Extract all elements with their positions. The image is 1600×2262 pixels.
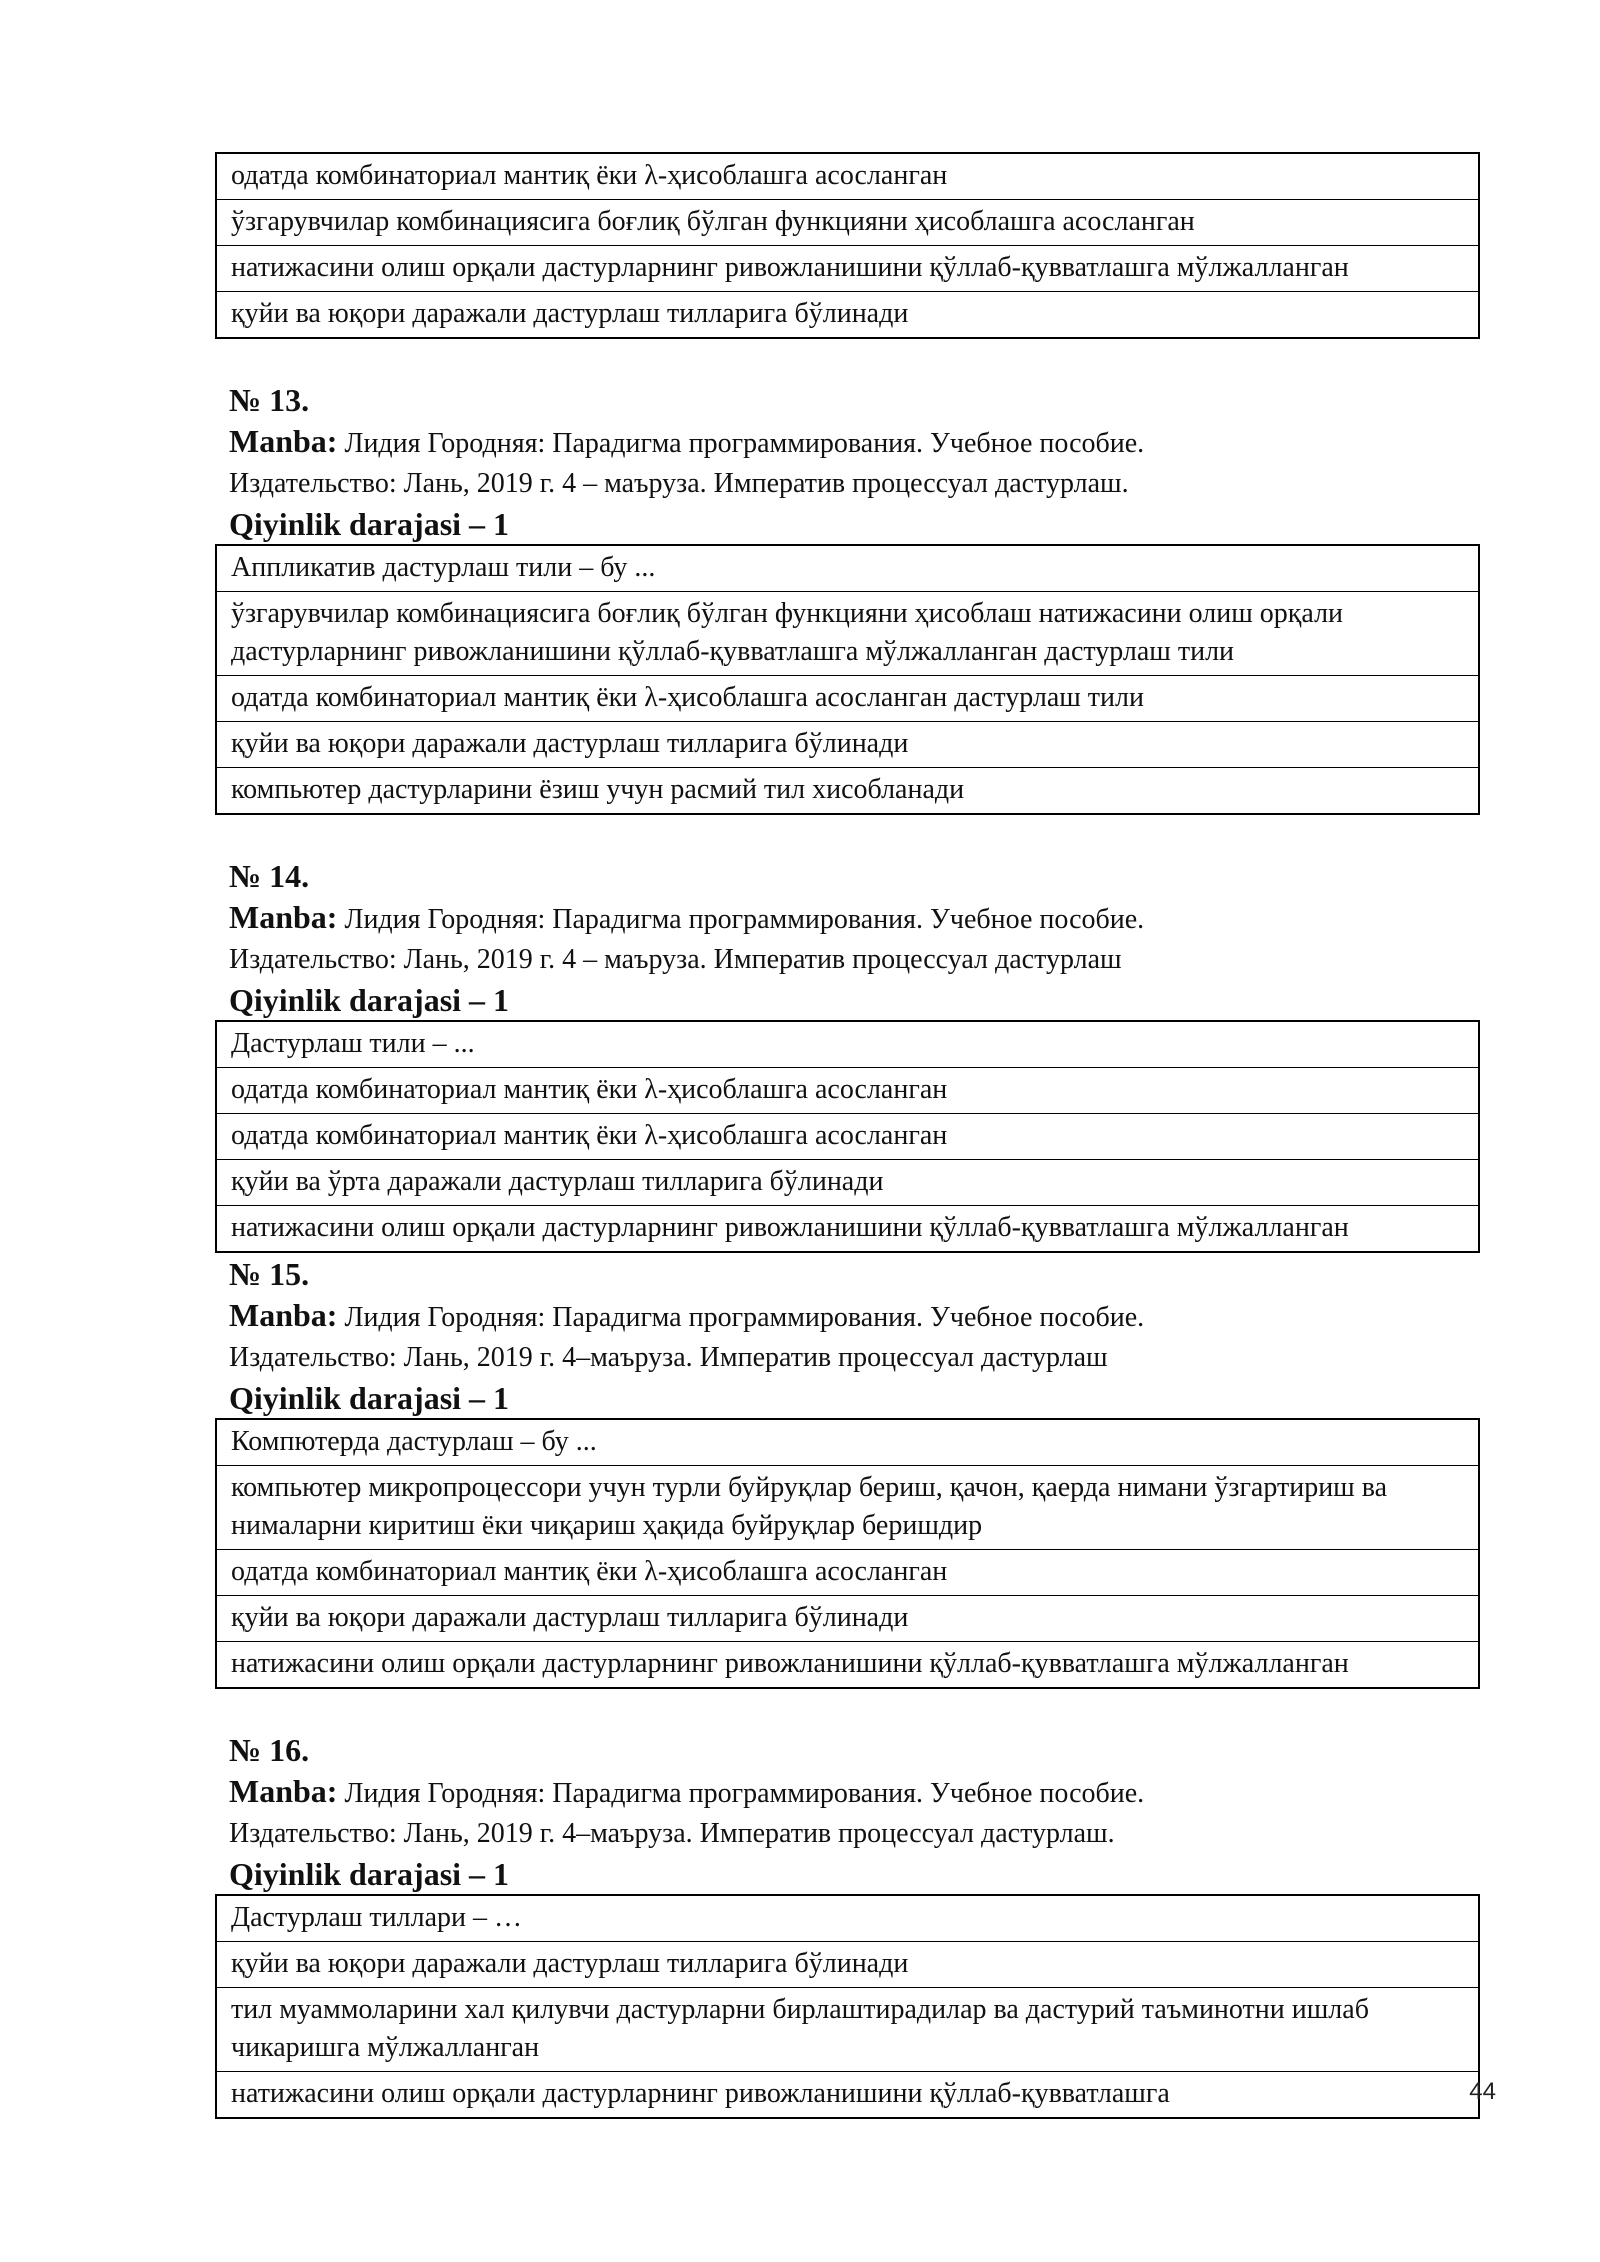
table-row [216,2072,1479,2119]
source-line-1 [229,1295,1480,1338]
source-text: Лидия Городняя: Парадигма программирования. Учебное пособие. [337,428,1145,459]
source-line-2: Издательство: Лань, 2019 г. 4 – маъруза. Императив процессуал дастурлаш [229,944,1122,975]
question-text: Дастурлаш тили – ... [216,1021,1479,1068]
page-content [215,152,1480,2119]
question-number: № 14. [229,858,310,894]
table-row [216,1419,1479,1466]
question-text: Дастурлаш тиллари – … [216,1895,1479,1942]
page-number: 44 [1469,2078,1496,2105]
options-table [215,1418,1480,1689]
answer-option: компьютер дастурларини ёзиш учун расмий тил хисобланади [216,768,1479,815]
table-row [216,1942,1479,1988]
question-16 [215,1729,1480,2119]
table-row [216,1988,1479,2072]
source-text: Лидия Городняя: Парадигма программирования. Учебное пособие. [337,1778,1145,1809]
answer-option: қуйи ва юқори даражали дастурлаш тилларига бўлинади [216,292,1479,339]
table-row [216,246,1479,292]
answer-option: компьютер микропроцессори учун турли буйруқлар бериш, қачон, қаерда нимани ўзгартириш ва нималарни киритиш ёки чиқариш ҳақида буйруқлар беришдир [216,1466,1479,1550]
answer-option: одатда комбинаториал мантиқ ёки λ-ҳисоблашга асосланган [216,153,1479,200]
table-row [216,545,1479,592]
source-line-1 [229,421,1480,464]
table-row [216,768,1479,815]
table-row [216,1068,1479,1114]
table-row [216,1642,1479,1689]
table-row [216,592,1479,676]
source-label: Manba: [229,423,338,459]
table-row [216,1021,1479,1068]
table-row [216,1596,1479,1642]
source-text: Лидия Городняя: Парадигма программирования. Учебное пособие. [337,904,1145,935]
source-line-2: Издательство: Лань, 2019 г. 4–маъруза. Императив процессуал дастурлаш [229,1342,1108,1373]
table-row [216,1114,1479,1160]
table-row [216,722,1479,768]
answer-option: натижасини олиш орқали дастурларнинг ривожланишини қўллаб-қувватлашга [216,2072,1479,2119]
table-row [216,1160,1479,1206]
answer-option: ўзгарувчилар комбинациясига боғлиқ бўлган функцияни ҳисоблаш натижасини олиш орқали дастурларнинг ривожланишини қўллаб-қувватлашга мўлжалланган дастурлаш тили [216,592,1479,676]
answer-option: қуйи ва юқори даражали дастурлаш тилларига бўлинади [216,1596,1479,1642]
source-text: Лидия Городняя: Парадигма программирования. Учебное пособие. [337,1302,1145,1333]
answer-option: қуйи ва ўрта даражали дастурлаш тилларига бўлинади [216,1160,1479,1206]
table-row [216,1895,1479,1942]
question-text: Компютерда дастурлаш – бу ... [216,1419,1479,1466]
source-line-1 [229,897,1480,940]
answer-option: натижасини олиш орқали дастурларнинг ривожланишини қўллаб-қувватлашга мўлжалланган [216,1642,1479,1689]
table-row [216,1466,1479,1550]
table-row [216,676,1479,722]
question-14 [215,855,1480,1253]
options-table [215,1894,1480,2119]
source-label: Manba: [229,1297,338,1333]
options-table-continued [215,152,1480,339]
difficulty-level: Qiyinlik darajasi – 1 [229,506,510,542]
question-number: № 16. [229,1732,310,1768]
answer-option: тил муаммоларини хал қилувчи дастурларни бирлаштирадилар ва дастурий таъминотни ишлаб чикаришга мўлжалланган [216,1988,1479,2072]
question-number: № 15. [229,1256,310,1292]
answer-option: натижасини олиш орқали дастурларнинг ривожланишини қўллаб-қувватлашга мўлжалланган [216,1206,1479,1253]
answer-option: қуйи ва юқори даражали дастурлаш тилларига бўлинади [216,722,1479,768]
answer-option: ўзгарувчилар комбинациясига боғлиқ бўлган функцияни ҳисоблашга асосланган [216,200,1479,246]
source-line-2: Издательство: Лань, 2019 г. 4 – маъруза. Императив процессуал дастурлаш. [229,468,1129,499]
question-text: Аппликатив дастурлаш тили – бу ... [216,545,1479,592]
table-row [216,1206,1479,1253]
answer-option: қуйи ва юқори даражали дастурлаш тилларига бўлинади [216,1942,1479,1988]
difficulty-level: Qiyinlik darajasi – 1 [229,982,510,1018]
table-row [216,1550,1479,1596]
question-13 [215,379,1480,815]
table-row [216,200,1479,246]
difficulty-level: Qiyinlik darajasi – 1 [229,1856,510,1892]
table-row [216,153,1479,200]
source-line-1 [229,1771,1480,1814]
options-table [215,544,1480,815]
answer-option: одатда комбинаториал мантиқ ёки λ-ҳисоблашга асосланган [216,1114,1479,1160]
answer-option: натижасини олиш орқали дастурларнинг ривожланишини қўллаб-қувватлашга мўлжалланган [216,246,1479,292]
table-row [216,292,1479,339]
difficulty-level: Qiyinlik darajasi – 1 [229,1380,510,1416]
question-number: № 13. [229,382,310,418]
source-line-2: Издательство: Лань, 2019 г. 4–маъруза. Императив процессуал дастурлаш. [229,1818,1115,1849]
source-label: Manba: [229,1773,338,1809]
answer-option: одатда комбинаториал мантиқ ёки λ-ҳисоблашга асосланган дастурлаш тили [216,676,1479,722]
answer-option: одатда комбинаториал мантиқ ёки λ-ҳисоблашга асосланган [216,1550,1479,1596]
answer-option: одатда комбинаториал мантиқ ёки λ-ҳисоблашга асосланган [216,1068,1479,1114]
options-table [215,1020,1480,1253]
source-label: Manba: [229,899,338,935]
question-15 [215,1253,1480,1689]
